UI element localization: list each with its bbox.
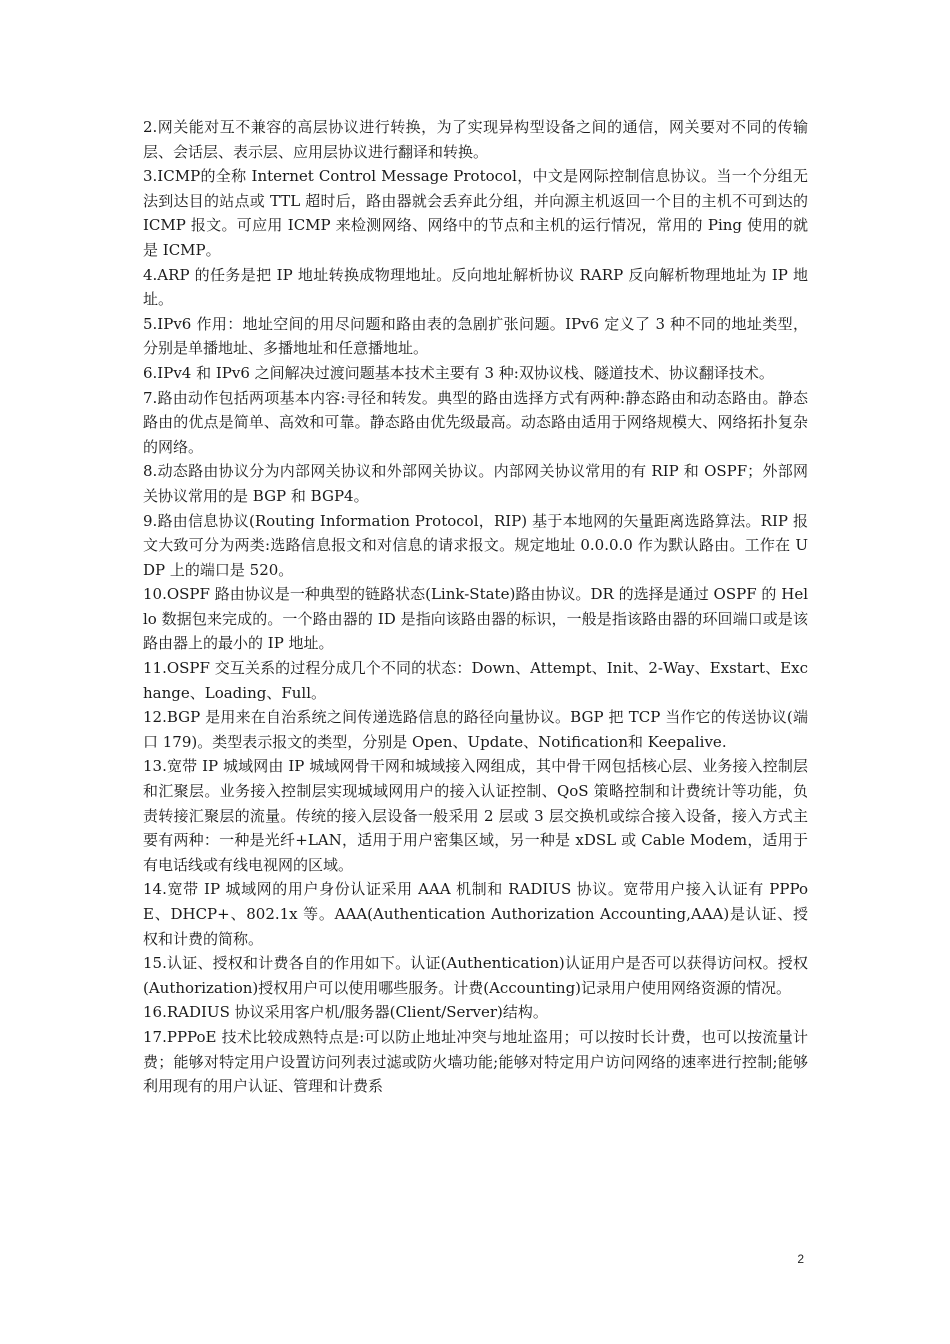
paragraph-16: 16.RADIUS 协议采用客户机/服务器(Client/Server)结构。	[143, 1003, 548, 1022]
paragraph-15: 15.认证、授权和计费各自的作用如下。认证(Authentication)认证用户是否可以获得访问权。授权(Authorization)授权用户可以使用哪些服务。计费(Accounting)记录用户使用网络资源的情况。	[143, 954, 808, 997]
paragraph-17: 17.PPPoE 技术比较成熟特点是:可以防止地址冲突与地址盗用；可以按时长计费，也可以按流量计费；能够对特定用户设置访问列表过滤或防火墙功能;能够对特定用户访问网络的速率进行控制;能够利用现有的用户认证、管理和计费系	[143, 1027, 808, 1096]
paragraph-8: 8.动态路由协议分为内部网关协议和外部网关协议。内部网关协议常用的有 RIP 和 OSPF；外部网关协议常用的是 BGP 和 BGP4。	[143, 462, 808, 505]
page-number: 2	[797, 1252, 804, 1266]
paragraph-10: 10.OSPF 路由协议是一种典型的链路状态(Link-State)路由协议。DR 的选择是通过 OSPF 的 Hello 数据包来完成的。一个路由器的 ID 是指向该路由器的标识，一般是指该路由器的环回端口或是该路由器上的最小的 IP 地址。	[143, 585, 808, 653]
paragraph-12: 12.BGP 是用来在自治系统之间传递选路信息的路径向量协议。BGP 把 TCP 当作它的传送协议(端口 179)。类型表示报文的类型，分别是 Open、Update、Notification和 Keepalive.	[143, 708, 808, 751]
paragraph-2: 2.网关能对互不兼容的高层协议进行转换，为了实现异构型设备之间的通信，网关要对不同的传输层、会话层、表示层、应用层协议进行翻译和转换。	[143, 118, 808, 161]
paragraph-13: 13.宽带 IP 城域网由 IP 城域网骨干网和城域接入网组成，其中骨干网包括核心层、业务接入控制层和汇聚层。业务接入控制层实现城域网用户的接入认证控制、QoS 策略控制和计费统计等功能，负责转接汇聚层的流量。传统的接入层设备一般采用 2 层或 3 层交换机或综合接入设备，接入方式主要有两种：一种是光纤+LAN，适用于用户密集区域，另一种是 xDSL 或 Cable Modem，适用于有电话线或有线电视网的区域。	[143, 757, 808, 874]
paragraph-4: 4.ARP 的任务是把 IP 地址转换成物理地址。反向地址解析协议 RARP 反向解析物理地址为 IP 地址。	[143, 265, 808, 309]
paragraph-6: 6.IPv4 和 IPv6 之间解决过渡问题基本技术主要有 3 种:双协议栈、隧道技术、协议翻译技术。	[143, 363, 774, 382]
paragraph-7: 7.路由动作包括两项基本内容:寻径和转发。典型的路由选择方式有两种:静态路由和动态路由。静态路由的优点是简单、高效和可靠。静态路由优先级最高。动态路由适用于网络规模大、网络拓扑复杂的网络。	[143, 388, 808, 456]
paragraph-3: 3.ICMP的全称 Internet Control Message Protocol，中文是网际控制信息协议。当一个分组无法到达目的站点或 TTL 超时后，路由器就会丢弃此分组，并向源主机返回一个目的主机不可到达的 ICMP 报文。可应用 ICMP 来检测网络、网络中的节点和主机的运行情况，常用的 Ping 使用的就是 ICMP。	[143, 167, 808, 259]
paragraph-5: 5.IPv6 作用：地址空间的用尽问题和路由表的急剧扩张问题。IPv6 定义了 3 种不同的地址类型，分别是单播地址、多播地址和任意播地址。	[143, 314, 808, 358]
paragraph-11: 11.OSPF 交互关系的过程分成几个不同的状态：Down、Attempt、Init、2-Way、Exstart、Exchange、Loading、Full。	[143, 659, 808, 702]
paragraph-14: 14.宽带 IP 城域网的用户身份认证采用 AAA 机制和 RADIUS 协议。宽带用户接入认证有 PPPoE、DHCP+、802.1x 等。AAA(Authentication Authorization Accounting,AAA)是认证、授权和计费的简称。	[143, 880, 808, 948]
paragraph-9: 9.路由信息协议(Routing Information Protocol，RIP) 基于本地网的矢量距离选路算法。RIP 报文大致可分为两类:选路信息报文和对信息的请求报文。规定地址 0.0.0.0 作为默认路由。工作在 UDP 上的端口是 520。	[143, 511, 808, 579]
document-body	[143, 115, 808, 1099]
